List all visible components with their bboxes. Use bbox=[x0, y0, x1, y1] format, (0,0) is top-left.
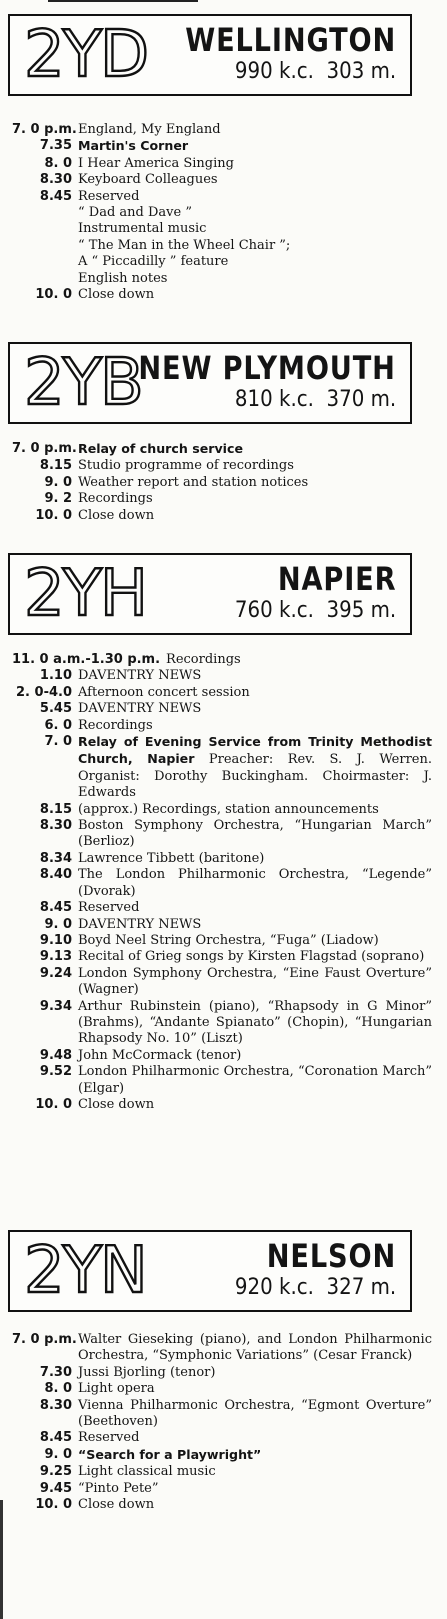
programme-desc-wrap bbox=[78, 1464, 432, 1480]
programme-description: Studio programme of recordings bbox=[78, 458, 294, 474]
programme-desc-wrap bbox=[78, 1097, 432, 1113]
programme-description: The London Philharmonic Orchestra, “Legende” (Dvorak) bbox=[78, 867, 432, 899]
programme-time: 9.52 bbox=[39, 1064, 72, 1080]
programme-item bbox=[12, 701, 432, 717]
programme-description: Recordings bbox=[78, 717, 153, 733]
programme-item bbox=[12, 271, 432, 287]
programme-description: Weather report and station notices bbox=[78, 474, 309, 490]
programme-desc-wrap bbox=[78, 1430, 432, 1446]
programme-time: 8.30 bbox=[39, 1397, 72, 1413]
station-city: NEW PLYMOUTH bbox=[138, 349, 396, 387]
programme-item bbox=[12, 818, 432, 851]
programme-item bbox=[12, 966, 432, 999]
programme-item bbox=[12, 1447, 432, 1464]
programme-time bbox=[12, 271, 78, 287]
programme-desc-wrap bbox=[78, 1398, 432, 1431]
programme-time bbox=[12, 205, 78, 221]
programme-item bbox=[12, 254, 432, 270]
programme-description: Close down bbox=[78, 507, 155, 523]
programme-item bbox=[12, 475, 432, 491]
programme-item bbox=[12, 189, 432, 205]
callsign: 2YN bbox=[24, 1234, 146, 1308]
programme-desc-wrap bbox=[78, 189, 432, 205]
programme-description: “ The Man in the Wheel Chair ”; bbox=[78, 237, 291, 253]
programme-item bbox=[12, 238, 432, 254]
programme-desc-wrap bbox=[78, 734, 432, 802]
programme-item bbox=[12, 441, 432, 458]
programme-desc-wrap bbox=[78, 900, 432, 916]
programme-time: 7. 0 bbox=[44, 734, 72, 750]
programme-time: 8.40 bbox=[39, 867, 72, 883]
programme-time: 2. 0-4.0 bbox=[16, 684, 72, 700]
programme-time: 8.15 bbox=[39, 801, 72, 817]
programme-desc-wrap bbox=[78, 254, 432, 270]
programme-description: Recital of Grieg songs by Kirsten Flagstad (soprano) bbox=[78, 949, 425, 965]
programme-time: 9.13 bbox=[39, 949, 72, 965]
programme-item bbox=[12, 458, 432, 474]
programme-description: Instrumental music bbox=[78, 221, 207, 237]
programme-item bbox=[12, 1048, 432, 1064]
station-frequency: 920 k.c. 327 m. bbox=[234, 1275, 396, 1300]
programme-time: 9. 2 bbox=[44, 491, 72, 507]
programme-description: England, My England bbox=[78, 122, 221, 137]
top-rule bbox=[48, 0, 198, 2]
programme-desc-wrap bbox=[78, 949, 432, 965]
programme-desc-wrap bbox=[78, 271, 432, 287]
programme-desc-wrap bbox=[78, 475, 432, 491]
programme-time: 10. 0 bbox=[35, 287, 72, 303]
programme-time: 7. 0 p.m. bbox=[12, 1332, 77, 1347]
programme-desc-wrap bbox=[78, 1048, 432, 1064]
programme-item bbox=[12, 205, 432, 221]
programme-desc-wrap bbox=[78, 172, 432, 188]
programme-desc-wrap bbox=[78, 1365, 432, 1381]
programme-time: 8.30 bbox=[39, 172, 72, 188]
programme-time: 8. 0 bbox=[44, 1381, 72, 1397]
programme-description: “Search for a Playwright” bbox=[78, 1446, 262, 1462]
programme-item bbox=[12, 900, 432, 916]
programme-item bbox=[12, 718, 432, 734]
column-edge-rule bbox=[0, 1500, 3, 1619]
programme-item bbox=[12, 491, 432, 507]
callsign: 2YH bbox=[24, 557, 146, 631]
programme-desc-wrap bbox=[78, 1332, 432, 1365]
programme-description: Recordings bbox=[166, 652, 241, 667]
programme-time: 10. 0 bbox=[35, 1096, 72, 1112]
programme-item bbox=[12, 999, 432, 1048]
programme-desc-wrap bbox=[78, 818, 432, 851]
programme-description: Close down bbox=[78, 287, 155, 303]
programme-item bbox=[12, 172, 432, 188]
station-header-2yd bbox=[8, 14, 412, 96]
programme-item bbox=[12, 287, 432, 303]
programme-item bbox=[12, 851, 432, 867]
programme-item bbox=[12, 221, 432, 237]
programme-item bbox=[12, 1398, 432, 1431]
programme-list bbox=[12, 652, 432, 1113]
programme-description: “ Dad and Dave ” bbox=[78, 205, 192, 221]
programme-desc-wrap bbox=[78, 851, 432, 867]
programme-description: Recordings bbox=[78, 491, 153, 507]
programme-item bbox=[12, 652, 432, 668]
programme-description: DAVENTRY NEWS bbox=[78, 701, 202, 717]
programme-time: 8.45 bbox=[39, 188, 72, 204]
programme-desc-wrap bbox=[78, 1381, 432, 1397]
programme-desc-wrap bbox=[78, 1447, 432, 1464]
programme-item bbox=[12, 138, 432, 155]
programme-description: London Symphony Orchestra, “Eine Faust Overture” (Wagner) bbox=[78, 965, 432, 998]
programme-item bbox=[12, 1064, 432, 1097]
programme-item bbox=[12, 122, 432, 138]
programme-time bbox=[12, 221, 78, 237]
programme-item bbox=[12, 1381, 432, 1397]
programme-desc-wrap bbox=[78, 718, 432, 734]
programme-time: 8.30 bbox=[39, 818, 72, 834]
programme-desc-wrap bbox=[78, 238, 432, 254]
station-frequency: 760 k.c. 395 m. bbox=[234, 598, 396, 623]
programme-description: A “ Piccadilly ” feature bbox=[78, 254, 229, 270]
programme-description: Walter Gieseking (piano), and London Philharmonic Orchestra, “Symphonic Variations” (Cesar Franck) bbox=[78, 1332, 432, 1364]
programme-desc-wrap bbox=[78, 701, 432, 717]
programme-time: 9.48 bbox=[39, 1047, 72, 1063]
programme-item bbox=[12, 668, 432, 684]
programme-item bbox=[12, 156, 432, 172]
programme-list bbox=[12, 122, 432, 303]
programme-time: 8.45 bbox=[39, 1430, 72, 1446]
programme-desc-wrap bbox=[78, 668, 432, 684]
programme-time: 8.45 bbox=[39, 900, 72, 916]
station-frequency: 810 k.c. 370 m. bbox=[234, 387, 396, 412]
programme-description: Arthur Rubinstein (piano), “Rhapsody in G Minor” (Brahms), “Andante Spianato” (Chopin), “Hungarian Rhapsody No. 10” (Liszt) bbox=[78, 998, 432, 1047]
programme-desc-wrap bbox=[166, 652, 432, 668]
programme-desc-wrap bbox=[78, 138, 432, 155]
callsign: 2YB bbox=[24, 346, 142, 420]
station-frequency: 990 k.c. 303 m. bbox=[234, 59, 396, 84]
programme-description: (approx.) Recordings, station announcements bbox=[78, 801, 379, 817]
programme-time: 9.34 bbox=[39, 998, 72, 1014]
programme-description: Relay of Evening Service from Trinity Methodist Church, Napier bbox=[78, 734, 432, 767]
programme-time: 9.24 bbox=[39, 965, 72, 981]
programme-description: Martin's Corner bbox=[78, 138, 189, 154]
programme-desc-wrap bbox=[78, 156, 432, 172]
programme-item bbox=[12, 508, 432, 524]
programme-time: 7.35 bbox=[39, 138, 72, 154]
programme-desc-wrap bbox=[78, 933, 432, 949]
programme-desc-wrap bbox=[78, 917, 432, 933]
programme-item bbox=[12, 734, 432, 802]
programme-desc-wrap bbox=[78, 221, 432, 237]
programme-description: London Philharmonic Orchestra, “Coronation March” (Elgar) bbox=[78, 1064, 432, 1096]
station-header-2yn bbox=[8, 1230, 412, 1312]
programme-description: Relay of church service bbox=[78, 441, 243, 456]
programme-item bbox=[12, 1332, 432, 1365]
programme-time bbox=[12, 254, 78, 270]
programme-item bbox=[12, 949, 432, 965]
programme-time: 9.10 bbox=[39, 932, 72, 948]
programme-description: “Pinto Pete” bbox=[78, 1480, 159, 1496]
programme-desc-wrap bbox=[78, 1481, 432, 1497]
programme-desc-wrap bbox=[78, 287, 432, 303]
programme-description: Vienna Philharmonic Orchestra, “Egmont Overture” (Beethoven) bbox=[78, 1397, 432, 1430]
programme-description: Reserved bbox=[78, 188, 140, 204]
programme-list bbox=[12, 1332, 432, 1513]
programme-description: I Hear America Singing bbox=[78, 155, 234, 171]
programme-time: 6. 0 bbox=[44, 717, 72, 733]
programme-time: 9. 0 bbox=[44, 1446, 72, 1462]
programme-description: Boyd Neel String Orchestra, “Fuga” (Liadow) bbox=[78, 932, 379, 948]
programme-time: 10. 0 bbox=[35, 507, 72, 523]
programme-time: 7. 0 p.m. bbox=[12, 122, 77, 137]
station-header-2yh bbox=[8, 553, 412, 635]
programme-item bbox=[12, 1430, 432, 1446]
programme-desc-wrap bbox=[78, 1497, 432, 1513]
station-header-2yb bbox=[8, 342, 412, 424]
programme-description: English notes bbox=[78, 270, 168, 286]
programme-item bbox=[12, 917, 432, 933]
programme-list bbox=[12, 441, 432, 524]
programme-time: 5.45 bbox=[39, 701, 72, 717]
station-city: NAPIER bbox=[277, 560, 396, 598]
station-city: NELSON bbox=[266, 1237, 396, 1275]
programme-desc-wrap bbox=[78, 867, 432, 900]
station-city: WELLINGTON bbox=[185, 21, 396, 59]
programme-desc-wrap bbox=[78, 122, 432, 138]
programme-desc-wrap bbox=[78, 1064, 432, 1097]
programme-desc-wrap bbox=[78, 802, 432, 818]
programme-description: Close down bbox=[78, 1497, 155, 1513]
programme-desc-wrap bbox=[78, 966, 432, 999]
programme-item bbox=[12, 1481, 432, 1497]
programme-item bbox=[12, 1497, 432, 1513]
programme-description: DAVENTRY NEWS bbox=[78, 916, 202, 932]
programme-desc-wrap bbox=[78, 685, 432, 701]
programme-time: 8. 0 bbox=[44, 155, 72, 171]
programme-desc-wrap bbox=[78, 441, 432, 458]
programme-time: 8.34 bbox=[39, 850, 72, 866]
programme-description: Reserved bbox=[78, 1430, 140, 1446]
programme-description: Light opera bbox=[78, 1381, 155, 1397]
programme-item bbox=[12, 1365, 432, 1381]
callsign: 2YD bbox=[24, 18, 148, 92]
programme-description: Jussi Bjorling (tenor) bbox=[78, 1364, 216, 1380]
programme-time: 9.45 bbox=[39, 1480, 72, 1496]
programme-desc-wrap bbox=[78, 999, 432, 1048]
programme-description: Afternoon concert session bbox=[78, 684, 250, 700]
programme-description: Close down bbox=[78, 1096, 155, 1112]
programme-item bbox=[12, 867, 432, 900]
programme-desc-wrap bbox=[78, 508, 432, 524]
programme-time: 9. 0 bbox=[44, 916, 72, 932]
programme-time: 11. 0 a.m.-1.30 p.m. bbox=[12, 652, 161, 667]
programme-description: Lawrence Tibbett (baritone) bbox=[78, 850, 265, 866]
programme-description: Boston Symphony Orchestra, “Hungarian March” (Berlioz) bbox=[78, 818, 432, 850]
programme-description: Keyboard Colleagues bbox=[78, 172, 218, 188]
programme-time bbox=[12, 238, 78, 254]
programme-item bbox=[12, 802, 432, 818]
programme-time: 8.15 bbox=[39, 458, 72, 474]
programme-time: 1.10 bbox=[39, 668, 72, 684]
programme-extra: Preacher: Rev. S. J. Werren. Organist: Dorothy Buckingham. Choirmaster: J. Edwards bbox=[78, 752, 432, 801]
programme-item bbox=[12, 1097, 432, 1113]
programme-desc-wrap bbox=[78, 491, 432, 507]
programme-time: 9. 0 bbox=[44, 474, 72, 490]
programme-description: DAVENTRY NEWS bbox=[78, 668, 202, 684]
programme-description: Light classical music bbox=[78, 1464, 216, 1480]
programme-description: Reserved bbox=[78, 900, 140, 916]
programme-time: 7. 0 p.m. bbox=[12, 441, 77, 456]
programme-item bbox=[12, 685, 432, 701]
programme-desc-wrap bbox=[78, 205, 432, 221]
programme-item bbox=[12, 933, 432, 949]
programme-time: 7.30 bbox=[39, 1364, 72, 1380]
programme-time: 10. 0 bbox=[35, 1497, 72, 1513]
programme-time: 9.25 bbox=[39, 1464, 72, 1480]
programme-description: John McCormack (tenor) bbox=[78, 1047, 242, 1063]
programme-item bbox=[12, 1464, 432, 1480]
programme-desc-wrap bbox=[78, 458, 432, 474]
